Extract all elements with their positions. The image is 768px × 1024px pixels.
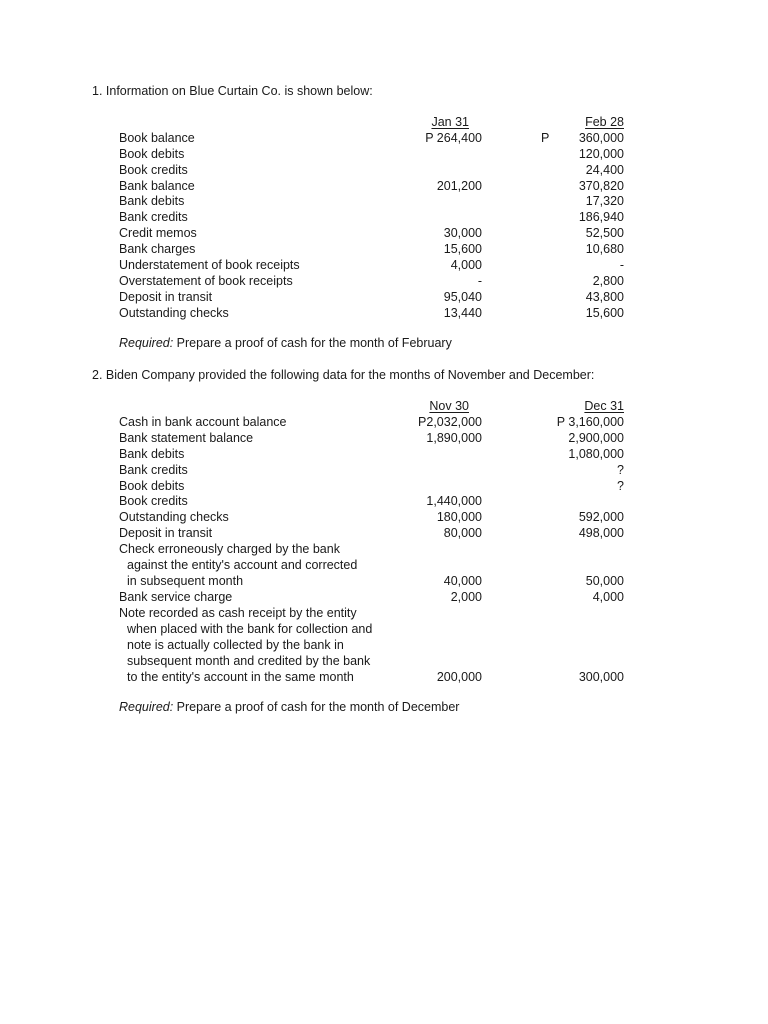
q1-header-row [119,114,639,130]
label-line: note is actually collected by the bank in [127,638,344,652]
row-value-dec: 4,000 [592,590,624,604]
q2-note-values [119,669,639,685]
table-row [119,162,639,178]
row-value-jan: 30,000 [443,226,482,240]
row-value-feb: 15,600 [585,306,624,320]
table-row [119,525,639,541]
row-value-jan: 201,200 [436,179,482,193]
row-value-jan: 15,600 [443,242,482,256]
q1-col2-header: Feb 28 [585,115,624,129]
row-label: Bank statement balance [119,431,254,445]
row-label: Book credits [119,163,188,177]
table-row [119,209,639,225]
row-value-jan: 4,000 [450,258,482,272]
table-row [119,493,639,509]
row-value-nov: 40,000 [443,574,482,588]
table-row [119,289,639,305]
row-value-nov: 80,000 [443,526,482,540]
q2-check-error-values [119,573,639,589]
row-label: Book balance [119,131,195,145]
row-value-feb: 24,400 [585,163,624,177]
row-label: Deposit in transit [119,290,213,304]
row-label: Bank service charge [119,590,233,604]
row-value-feb: 52,500 [585,226,624,240]
row-label: Deposit in transit [119,526,213,540]
peso-sign: P [541,131,550,145]
table-row [119,193,639,209]
label-line: to the entity's account in the same month [127,670,354,684]
q2-header-row [119,398,639,414]
row-label: Overstatement of book receipts [119,274,293,288]
row-value-jan: - [477,274,482,288]
row-value-nov: 2,000 [450,590,482,604]
row-value-dec: 50,000 [585,574,624,588]
row-value-feb: 10,680 [585,242,624,256]
row-value-dec: P 3,160,000 [556,415,624,429]
row-value-feb: 17,320 [585,194,624,208]
table-row [119,414,639,430]
row-value-feb: - [619,258,624,272]
table-row [119,430,639,446]
row-value-dec: 300,000 [578,670,624,684]
row-value-feb: 43,800 [585,290,624,304]
row-value-jan: P 264,400 [425,131,482,145]
row-value-jan: 13,440 [443,306,482,320]
row-label: Book credits [119,494,188,508]
table-row [119,273,639,289]
q2-title: 2. Biden Company provided the following data for the months of November and December: [92,368,595,382]
required-label: Required: [119,336,174,350]
table-row [119,305,639,321]
label-line: in subsequent month [127,574,244,588]
row-value-dec: 2,900,000 [568,431,624,445]
row-label: Outstanding checks [119,306,229,320]
row-label: Credit memos [119,226,197,240]
q2-required [119,700,459,714]
table-row [119,225,639,241]
row-value-nov: 1,440,000 [426,494,482,508]
label-line: against the entity's account and corrected [127,558,358,572]
row-value-nov: 180,000 [436,510,482,524]
q1-row-book-balance [119,130,639,146]
row-label: Bank balance [119,179,195,193]
row-value-dec: 498,000 [578,526,624,540]
row-value-feb: 370,820 [578,179,624,193]
row-label: Book debits [119,147,185,161]
required-text: Prepare a proof of cash for the month of December [173,700,460,714]
q2-col1-header: Nov 30 [429,399,469,413]
row-value-dec: ? [617,479,624,493]
table-row [119,589,639,605]
row-value-nov: 200,000 [436,670,482,684]
row-label: Bank debits [119,194,185,208]
row-value-feb: 120,000 [578,147,624,161]
row-label: Outstanding checks [119,510,229,524]
required-label: Required: [119,700,174,714]
row-value-feb: 2,800 [592,274,624,288]
row-value-dec: 1,080,000 [568,447,624,461]
row-label: Cash in bank account balance [119,415,287,429]
table-row [119,241,639,257]
label-line: subsequent month and credited by the bank [127,654,371,668]
row-label: Book debits [119,479,185,493]
label-line: when placed with the bank for collection and [127,622,373,636]
row-label: Bank debits [119,447,185,461]
table-row [119,478,639,494]
row-value-feb: 360,000 [578,131,624,145]
required-text: Prepare a proof of cash for the month of February [173,336,452,350]
table-row [119,446,639,462]
row-value-dec: ? [617,463,624,477]
table-row [119,146,639,162]
row-label: Bank credits [119,463,188,477]
row-label: Bank charges [119,242,196,256]
label-line: Note recorded as cash receipt by the entity [119,606,357,620]
table-row [119,462,639,478]
q1-title: 1. Information on Blue Curtain Co. is shown below: [92,84,373,98]
row-value-jan: 95,040 [443,290,482,304]
label-line: Check erroneously charged by the bank [119,542,340,556]
q1-col1-header: Jan 31 [431,115,469,129]
row-value-feb: 186,940 [578,210,624,224]
row-value-nov: P2,032,000 [418,415,482,429]
q1-required [119,336,452,350]
table-row [119,509,639,525]
row-value-dec: 592,000 [578,510,624,524]
table-row [119,178,639,194]
row-value-nov: 1,890,000 [426,431,482,445]
row-label: Bank credits [119,210,188,224]
table-row [119,257,639,273]
q2-col2-header: Dec 31 [584,399,624,413]
row-label: Understatement of book receipts [119,258,300,272]
